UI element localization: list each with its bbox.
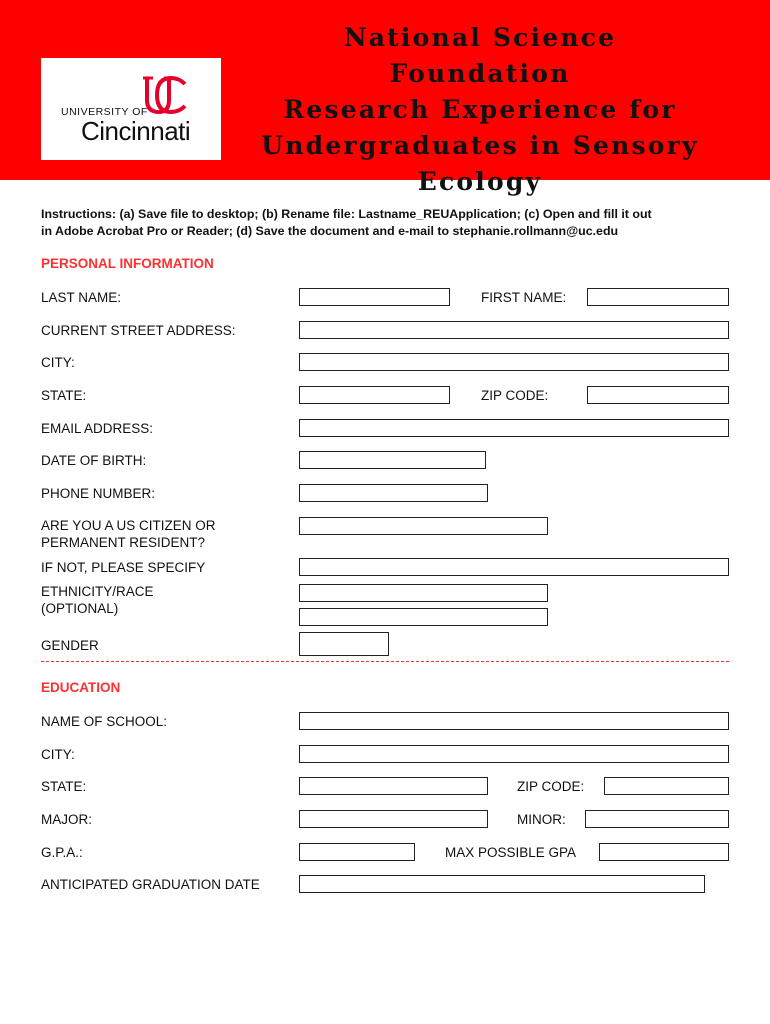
gender-label: GENDER [41, 638, 99, 653]
major-field[interactable] [299, 810, 488, 828]
street-address-field[interactable] [299, 321, 729, 339]
instructions-line-2: in Adobe Acrobat Pro or Reader; (d) Save the document and e-mail to stephanie.rollmann@uc.edu [41, 224, 619, 238]
phone-label: PHONE NUMBER: [41, 486, 156, 501]
email-label: EMAIL ADDRESS: [41, 421, 154, 436]
last-name-label: LAST NAME: [41, 290, 122, 305]
citizen-label [41, 517, 216, 551]
city-field[interactable] [299, 353, 729, 371]
minor-label: MINOR: [517, 812, 566, 827]
street-address-label: CURRENT STREET ADDRESS: [41, 323, 236, 338]
ethnicity-field-2[interactable] [299, 608, 548, 626]
major-label: MAJOR: [41, 812, 93, 827]
logo-cincinnati: Cincinnati [81, 116, 191, 146]
zip-code-label: ZIP CODE: [481, 388, 549, 403]
gpa-label: G.P.A.: [41, 845, 83, 860]
logo-university-of: UNIVERSITY OF [61, 106, 148, 118]
section-divider [41, 661, 729, 662]
email-field[interactable] [299, 419, 729, 437]
city-label: CITY: [41, 355, 75, 370]
title-line-1: National Science Foundation [343, 23, 617, 88]
education-heading: EDUCATION [41, 680, 121, 695]
edu-city-label: CITY: [41, 747, 75, 762]
edu-zip-field[interactable] [604, 777, 729, 795]
max-gpa-field[interactable] [599, 843, 729, 861]
uc-monogram-icon [141, 74, 189, 116]
dob-field[interactable] [299, 451, 486, 469]
instructions-line-1: Instructions: (a) Save file to desktop; (b) Rename file: Lastname_REUApplication; (c) Open and fill it out [41, 207, 652, 221]
dob-label: DATE OF BIRTH: [41, 453, 147, 468]
gpa-field[interactable] [299, 843, 415, 861]
edu-city-field[interactable] [299, 745, 729, 763]
phone-field[interactable] [299, 484, 488, 502]
header-banner [0, 0, 770, 196]
ethnicity-field-1[interactable] [299, 584, 548, 602]
instructions [41, 206, 741, 240]
title-line-3: Undergraduates in Sensory [261, 131, 699, 160]
specify-field[interactable] [299, 558, 729, 576]
title-line-4: Ecology [417, 167, 543, 196]
page-title [250, 20, 710, 200]
ethnicity-label-line-2: (OPTIONAL) [41, 601, 119, 616]
first-name-label: FIRST NAME: [481, 290, 567, 305]
state-label: STATE: [41, 388, 87, 403]
edu-state-label: STATE: [41, 779, 87, 794]
max-gpa-label: MAX POSSIBLE GPA [445, 845, 577, 860]
ethnicity-label-line-1: ETHNICITY/RACE [41, 584, 154, 599]
edu-zip-label: ZIP CODE: [517, 779, 585, 794]
title-line-2: Research Experience for [283, 95, 677, 124]
specify-label: IF NOT, PLEASE SPECIFY [41, 560, 206, 575]
graduation-date-label: ANTICIPATED GRADUATION DATE [41, 877, 260, 892]
citizen-label-line-1: ARE YOU A US CITIZEN OR [41, 518, 216, 533]
state-field[interactable] [299, 386, 450, 404]
minor-field[interactable] [585, 810, 729, 828]
edu-state-field[interactable] [299, 777, 488, 795]
citizen-field[interactable] [299, 517, 548, 535]
personal-information-heading: PERSONAL INFORMATION [41, 256, 214, 271]
zip-code-field[interactable] [587, 386, 729, 404]
graduation-date-field[interactable] [299, 875, 705, 893]
last-name-field[interactable] [299, 288, 450, 306]
school-label: NAME OF SCHOOL: [41, 714, 168, 729]
gender-field[interactable] [299, 632, 389, 656]
school-field[interactable] [299, 712, 729, 730]
university-logo [41, 58, 221, 160]
citizen-label-line-2: PERMANENT RESIDENT? [41, 535, 206, 550]
ethnicity-label [41, 583, 154, 617]
first-name-field[interactable] [587, 288, 729, 306]
